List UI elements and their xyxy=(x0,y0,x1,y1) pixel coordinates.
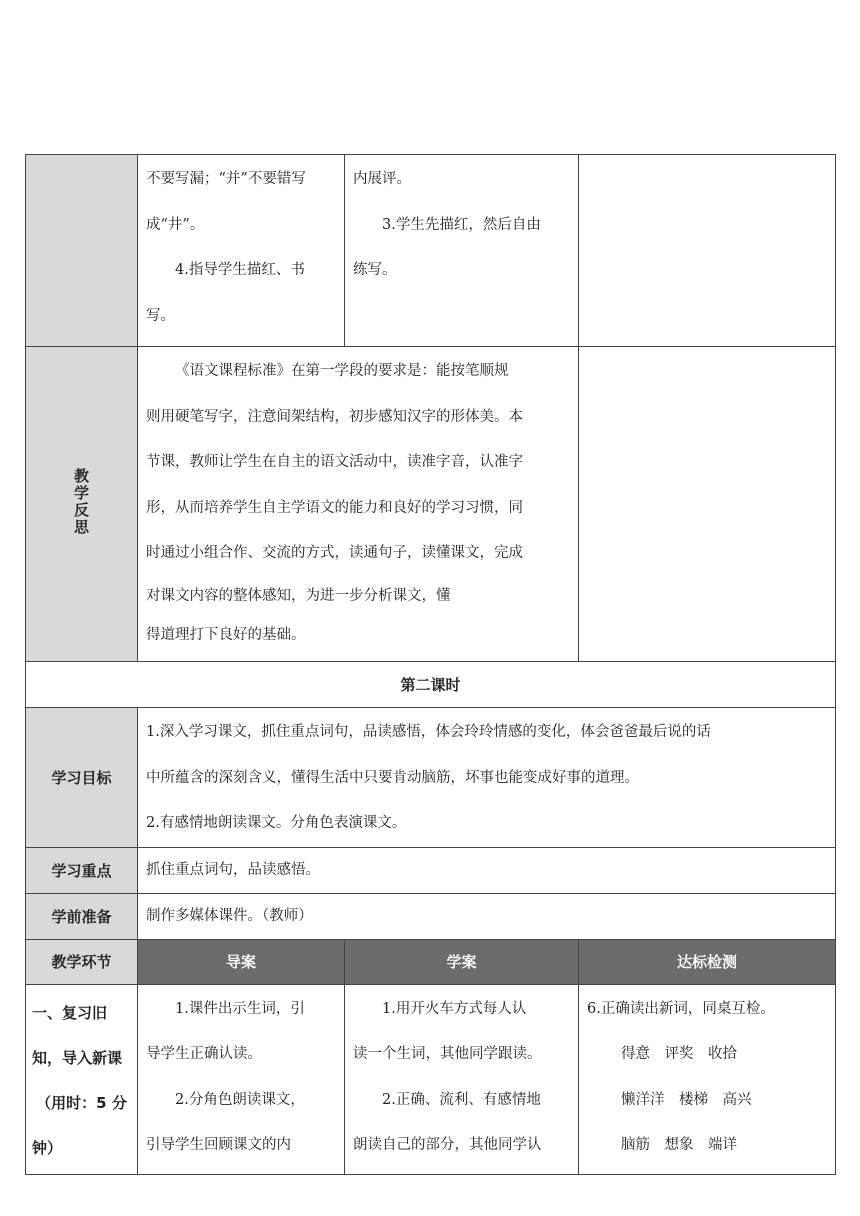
objectives-label: 学习目标 xyxy=(26,708,138,848)
lesson-plan-document xyxy=(25,154,835,1175)
vocab-word-line: 得意 评奖 收拾 xyxy=(621,1046,737,1062)
reflection-line: 《语文课程标准》在第一学段的要求是：能按笔顺规 xyxy=(175,363,509,379)
key-points-text: 抓住重点词句，品读感悟。 xyxy=(138,847,836,893)
reflection-line: 对课文内容的整体感知，为进一步分析课文，懂 xyxy=(146,587,451,604)
guide-line: 4.指导学生描红、书 xyxy=(175,262,305,278)
objectives-row xyxy=(26,708,836,848)
guide-line: 不要写漏；“并”不要错写 xyxy=(146,171,306,187)
study-line: 练写。 xyxy=(353,262,397,278)
stage1-label-cell xyxy=(26,984,138,1174)
header-stage: 教学环节 xyxy=(26,939,138,984)
reflection-text-cell xyxy=(138,347,579,662)
reflection-line: 形，从而培养学生自主学语文的能力和良好的学习习惯，同 xyxy=(146,499,523,516)
objectives-text-cell xyxy=(138,708,836,848)
reflection-empty-cell xyxy=(579,347,836,662)
lesson-title: 第二课时 xyxy=(26,662,836,708)
stage1-guide-line: 引导学生回顾课文的内 xyxy=(146,1137,291,1153)
stage1-study-line: 朗读自己的部分，其他同学认 xyxy=(353,1137,542,1153)
lesson-plan-table xyxy=(25,154,836,1175)
stage1-label-line: 知，导入新课 xyxy=(32,1048,123,1067)
study-line: 3.学生先描红，然后自由 xyxy=(382,216,541,233)
preparation-label: 学前准备 xyxy=(26,893,138,939)
stage1-check-cell xyxy=(579,984,836,1174)
reflection-row xyxy=(26,347,836,662)
reflection-label-cell xyxy=(26,347,138,662)
header-study: 学案 xyxy=(345,939,579,984)
guide-line: 成“井”。 xyxy=(146,216,205,233)
stage1-label-line: 钟） xyxy=(32,1138,63,1157)
objective-line: 1.深入学习课文，抓住重点词句，品读感悟，体会玲玲情感的变化，体会爸爸最后说的话 xyxy=(146,724,711,740)
guide-line: 写。 xyxy=(146,307,175,324)
preparation-text: 制作多媒体课件。（教师） xyxy=(138,893,836,939)
objective-line: 2.有感情地朗读课文。分角色表演课文。 xyxy=(146,815,407,831)
header-guide: 导案 xyxy=(138,939,345,984)
reflection-line: 节课，教师让学生在自主的语文活动中，读准字音，认准字 xyxy=(146,454,523,470)
continuation-label-cell xyxy=(26,155,138,347)
continuation-study-cell xyxy=(345,155,579,347)
stage1-label-line: 一、复习旧 xyxy=(32,1003,108,1022)
stage1-guide-cell xyxy=(138,984,345,1174)
reflection-line: 得道理打下良好的基础。 xyxy=(146,626,306,643)
preparation-row xyxy=(26,893,836,939)
header-check: 达标检测 xyxy=(579,939,836,984)
key-points-row xyxy=(26,847,836,893)
stage1-guide-line: 2.分角色朗读课文， xyxy=(175,1091,305,1108)
objective-line: 中所蕴含的深刻含义，懂得生活中只要肯动脑筋，坏事也能变成好事的道理。 xyxy=(146,769,639,786)
stage1-study-cell xyxy=(345,984,579,1174)
vocab-word-line: 懒洋洋 楼梯 高兴 xyxy=(621,1091,752,1108)
study-line: 内展评。 xyxy=(353,171,411,187)
stage1-row xyxy=(26,984,836,1174)
lesson-title-row xyxy=(26,662,836,708)
stage1-study-line: 2.正确、流利、有感情地 xyxy=(382,1091,541,1108)
stage1-study-line: 读一个生词，其他同学跟读。 xyxy=(353,1046,542,1062)
continuation-guide-cell xyxy=(138,155,345,347)
stage1-label-line: （用时：5 分 xyxy=(36,1093,127,1112)
reflection-line: 时通过小组合作、交流的方式，读通句子，读懂课文，完成 xyxy=(146,545,523,561)
section-header-row xyxy=(26,939,836,984)
vocab-word-line: 脑筋 想象 端详 xyxy=(621,1137,737,1153)
stage1-guide-line: 导学生正确认读。 xyxy=(146,1046,262,1062)
continuation-check-cell xyxy=(579,155,836,347)
stage1-study-line: 1.用开火车方式每人认 xyxy=(382,1000,527,1017)
stage1-check-title: 6.正确读出新词，同桌互检。 xyxy=(587,1000,775,1017)
reflection-line: 则用硬笔写字，注意间架结构，初步感知汉字的形体美。本 xyxy=(146,408,523,425)
reflection-label: 教学反思 xyxy=(72,468,90,536)
stage1-guide-line: 1.课件出示生词，引 xyxy=(175,1000,305,1017)
key-points-label: 学习重点 xyxy=(26,847,138,893)
continuation-row xyxy=(26,155,836,347)
